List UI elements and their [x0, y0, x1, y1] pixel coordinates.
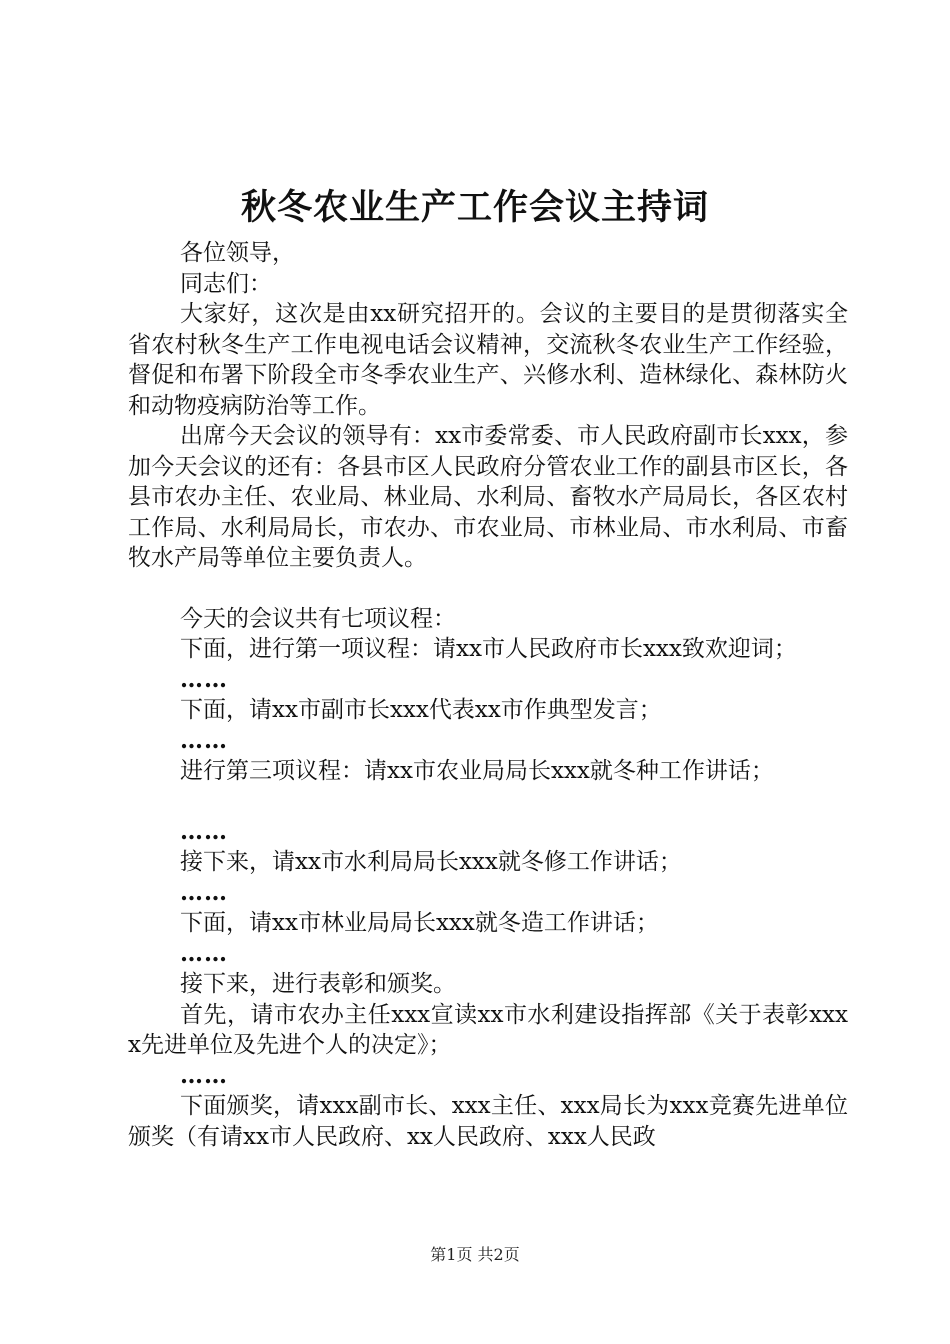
paragraph-gap [128, 787, 848, 817]
agenda-item-1: 下面，进行第一项议程：请xx市人民政府市长xxx致欢迎词； [180, 636, 797, 662]
ellipsis-line: …… [180, 1061, 228, 1089]
document-body [128, 238, 848, 1152]
agenda-intro: 今天的会议共有七项议程： [180, 605, 456, 632]
agenda-item-4: 接下来，请xx市水利局局长xxx就冬修工作讲话； [180, 849, 682, 875]
agenda-item-2: 下面，请xx市副市长xxx代表xx市作典型发言； [180, 697, 662, 723]
paragraph-purpose: 大家好，这次是由xx研究招开的。会议的主要目的是贯彻落实全省农村秋冬生产工作电视电话会议精神，交流秋冬农业生产工作经验，督促和布署下阶段全市冬季农业生产、兴修水利、造林绿化、森林防火和动物疫病防治等工作。 [128, 301, 848, 419]
agenda-item-7: 首先，请市农办主任xxx宣读xx市水利建设指挥部《关于表彰xxxx先进单位及先进个人的决定》； [128, 1001, 848, 1058]
ellipsis-line: …… [180, 939, 228, 967]
agenda-item-6: 接下来，进行表彰和颁奖。 [180, 971, 456, 997]
ellipsis-line: …… [180, 665, 228, 693]
paragraph-attendees: 出席今天会议的领导有：xx市委常委、市人民政府副市长xxx，参加今天会议的还有：各县市区人民政府分管农业工作的副县市区长，各县市农办主任、农业局、林业局、水利局、畜牧水产局局长，各区农村工作局、水利局局长，市农办、市农业局、市林业局、市水利局、市畜牧水产局等单位主要负责人。 [128, 423, 848, 571]
salutation-leaders: 各位领导， [180, 240, 295, 266]
paragraph-gap [128, 574, 848, 604]
document-title: 秋冬农业生产工作会议主持词 [240, 187, 709, 228]
ellipsis-line: …… [180, 817, 228, 845]
agenda-item-3: 进行第三项议程：请xx市农业局局长xxx就冬种工作讲话； [180, 758, 774, 784]
page-footer: 第1页 共2页 [430, 1245, 520, 1264]
agenda-item-8: 下面颁奖，请xxx副市长、xxx主任、xxx局长为xxx竞赛先进单位颁奖（有请xx市人民政府、xx人民政府、xxx人民政 [128, 1093, 848, 1150]
salutation-comrades: 同志们： [180, 270, 272, 297]
ellipsis-line: …… [180, 726, 228, 754]
ellipsis-line: …… [180, 878, 228, 906]
agenda-item-5: 下面，请xx市林业局局长xxx就冬造工作讲话； [180, 910, 659, 936]
